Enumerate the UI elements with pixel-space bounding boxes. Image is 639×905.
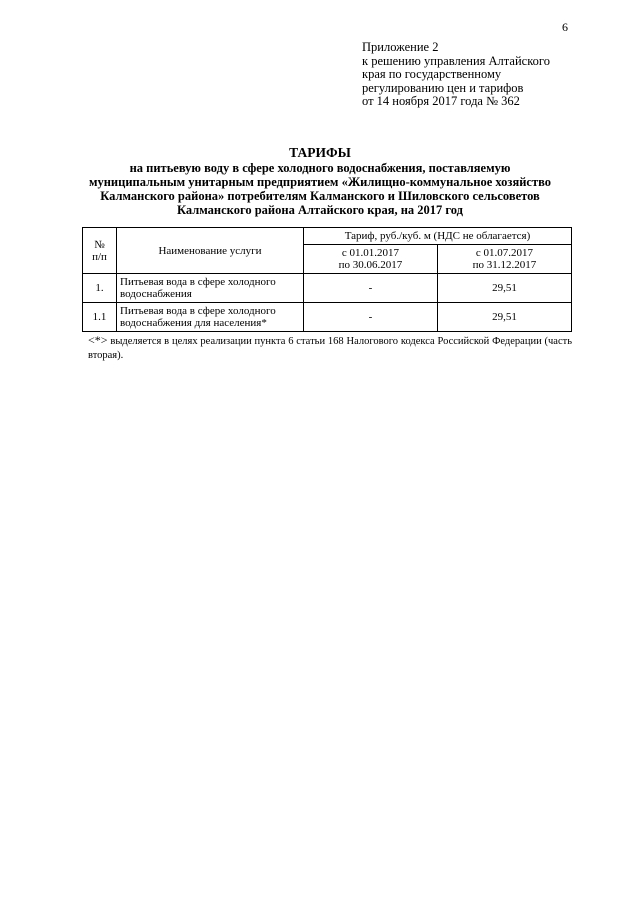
page-number: 6 [562, 20, 568, 34]
row-num: 1. [83, 274, 117, 303]
header-tariff-cell: Тариф, руб./куб. м (НДС не облагается) [304, 228, 572, 245]
appendix-note [362, 41, 550, 109]
row-name [117, 303, 304, 332]
appendix-line: края по государственному [362, 67, 502, 81]
row-name-line: водоснабжения для населения* [120, 317, 267, 329]
tariffs-table [82, 227, 572, 332]
header-name-cell: Наименование услуги [117, 228, 304, 274]
period-end: по 31.12.2017 [472, 259, 537, 271]
title-line: на питьевую воду в сфере холодного водоснабжения, поставляемую [129, 161, 511, 175]
header-period-cell [438, 245, 572, 274]
title-line: Калманского района» потребителям Калманского и Шиловского сельсоветов [100, 189, 540, 203]
appendix-line: к решению управления Алтайского [362, 53, 550, 68]
row-tariff-period-2: 29,51 [438, 303, 572, 332]
header-num-sublabel: п/п [92, 250, 107, 263]
document-title [70, 146, 570, 217]
footnote-marker: <*> [88, 333, 108, 347]
row-name-line: Питьевая вода в сфере холодного [120, 276, 276, 288]
header-num-cell [83, 228, 117, 274]
row-name-line: Питьевая вода в сфере холодного [120, 305, 276, 317]
row-name [117, 274, 304, 303]
table-row [83, 303, 572, 332]
title-line: муниципальным унитарным предприятием «Жилищно-коммунальное хозяйство [88, 175, 552, 189]
row-name-line: водоснабжения [120, 288, 192, 300]
row-tariff-period-1: - [304, 274, 438, 303]
appendix-line: Приложение 2 [362, 40, 439, 54]
appendix-line: от 14 ноября 2017 года № 362 [362, 94, 520, 108]
period-start: с 01.07.2017 [475, 247, 534, 259]
appendix-line: регулированию цен и тарифов [362, 80, 524, 95]
footnote-text: выделяется в целях реализации пункта 6 статьи 168 Налогового кодекса Российской Федерации (часть вторая). [88, 336, 572, 361]
period-start: с 01.01.2017 [341, 247, 400, 259]
header-period-cell [304, 245, 438, 274]
table-row [83, 274, 572, 303]
title-main: ТАРИФЫ [289, 145, 351, 160]
header-num-label: № [94, 238, 105, 251]
title-line: Калманского района Алтайского края, на 2017 год [176, 203, 464, 217]
period-end: по 30.06.2017 [338, 259, 403, 271]
row-tariff-period-1: - [304, 303, 438, 332]
footnote [88, 333, 572, 363]
table-header-row [83, 228, 572, 245]
row-tariff-period-2: 29,51 [438, 274, 572, 303]
row-num: 1.1 [83, 303, 117, 332]
